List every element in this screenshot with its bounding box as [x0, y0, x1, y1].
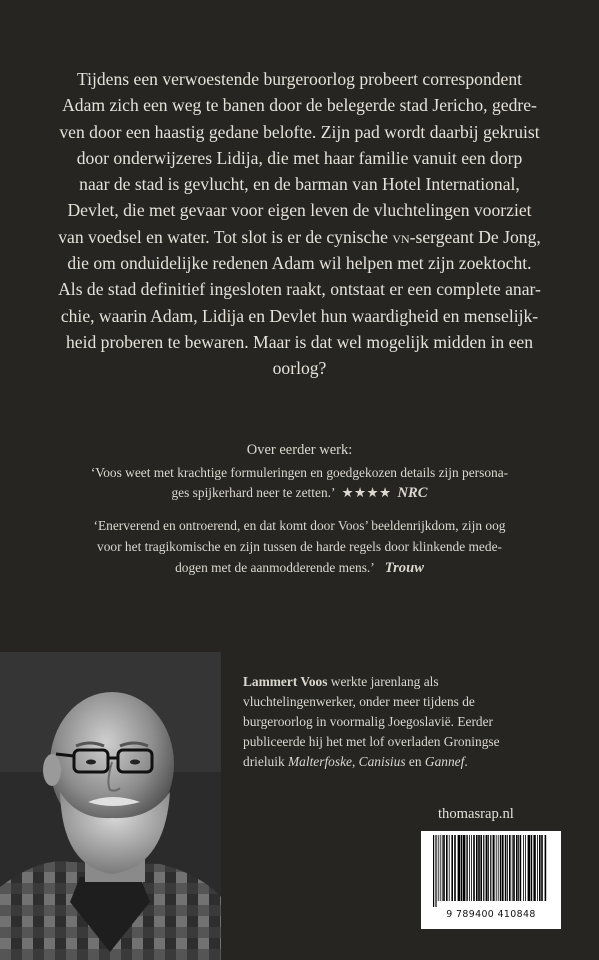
barcode-bar [442, 835, 443, 901]
barcode-bar [463, 835, 465, 901]
reviews-heading: Over eerder werk: [246, 442, 353, 458]
review-text: dogen met de aanmodderende mens.’ [175, 560, 375, 575]
blurb-line: Tijdens een verwoestende burgeroorlog probeert correspondent [76, 69, 523, 89]
review-quote [40, 515, 559, 579]
blurb-line: ven door een haastig gedane belofte. Zijn pad wordt daarbij gekruist [59, 121, 540, 142]
barcode-bar [471, 835, 472, 901]
barcode-bar [507, 835, 508, 901]
review-line [40, 483, 559, 503]
barcode-bar [483, 835, 484, 901]
review-line: ‘Voos weet met krachtige formuleringen en goedgekozen details zijn persona- [90, 465, 509, 480]
barcode-bar [486, 835, 488, 901]
blurb-line: oorlog? [272, 358, 327, 379]
bio-text: , [351, 754, 359, 769]
blurb-line: heid proberen te bewaren. Maar is dat wel mogelijk midden in een [65, 331, 534, 352]
barcode-bar [443, 835, 445, 901]
barcode-bar [469, 835, 470, 901]
barcode-bar [473, 835, 475, 901]
barcode-bar [438, 835, 439, 901]
bio-text: werkte jarenlang als [327, 674, 439, 689]
star-rating: ★★★★ [341, 485, 392, 500]
barcode-bar [493, 835, 495, 901]
blurb-line: naar de stad is gevlucht, en de barman van Hotel International, [79, 174, 520, 195]
isbn-barcode [421, 831, 561, 929]
barcode-bar [492, 835, 493, 901]
author-photo [0, 652, 221, 960]
barcode-bar [440, 835, 441, 901]
bio-line: vluchtelingenwerker, onder meer tijdens de [243, 694, 475, 709]
barcode-bar [496, 835, 497, 901]
barcode-bar [537, 835, 538, 901]
blurb-line: Adam zich een weg te banen door de belegerde stad Jericho, gedre- [62, 95, 537, 116]
book-blurb [56, 66, 543, 382]
barcode-bar [513, 835, 515, 901]
bio-line [243, 752, 573, 772]
author-portrait-image [0, 652, 221, 960]
author-name: Lammert Voos [243, 674, 328, 689]
blurb-line: chie, waarin Adam, Lidija en Devlet hun waardigheid en menselijk- [60, 305, 539, 326]
blurb-line: door onderwijzeres Lidija, die met haar familie vanuit een dorp [76, 147, 523, 168]
isbn-number: 9 789400 410848 [446, 909, 536, 920]
barcode-bar [458, 835, 460, 901]
blurb-line: Devlet, die met gevaar voor eigen leven de vluchtelingen voorziet [67, 200, 532, 221]
barcode-bar [528, 835, 530, 901]
barcode-bar [500, 835, 502, 901]
review-line [40, 557, 559, 579]
barcode-bar [451, 835, 453, 901]
review-source: Trouw [384, 560, 424, 576]
bio-line: burgeroorlog in voormalig Joegoslavië. Eerder [243, 714, 494, 729]
bio-line: publiceerde hij het met lof overladen Groningse [243, 734, 500, 749]
review-line: ‘Enerverend en ontroerend, en dat komt door Voos’ beeldenrijkdom, zijn oog [93, 518, 506, 533]
barcode-bar [478, 835, 480, 901]
barcode-bar [446, 835, 448, 901]
barcode-bar [523, 835, 524, 901]
review-quote [40, 463, 559, 503]
book-title: Gannef [424, 754, 465, 769]
review-text: ges spijkerhard neer te zetten.’ [171, 485, 336, 500]
barcode-bar [480, 835, 482, 901]
barcode-bar [454, 835, 456, 901]
barcode-bar [466, 835, 467, 901]
barcode-bar [533, 835, 535, 901]
barcode-bar [502, 835, 504, 901]
barcode-bar [490, 835, 491, 901]
book-title: Malterfoske [288, 754, 352, 769]
barcode-bar [541, 835, 543, 901]
barcode-bar [539, 835, 541, 901]
review-source: NRC [397, 485, 428, 501]
barcode-bar [449, 835, 450, 901]
barcode-bar [485, 835, 486, 901]
blurb-text: -sergeant De Jong, [409, 226, 541, 247]
barcode-bar [518, 835, 519, 901]
barcode-bar [498, 835, 499, 901]
barcode-bar [488, 835, 489, 901]
blurb-smallcaps: vn [392, 226, 410, 247]
bio-text: en [405, 754, 425, 769]
book-title: Canisius [358, 754, 406, 769]
barcode-bar [433, 835, 434, 907]
blurb-line: Als de stad definitief ingesloten raakt, ontstaat er een complete anar- [58, 279, 541, 300]
author-bio [243, 672, 573, 772]
bio-text: drieluik [243, 754, 288, 769]
barcode-bar [467, 835, 468, 901]
barcode-bar [545, 835, 547, 901]
bio-text: . [464, 754, 468, 769]
barcode-bar [509, 835, 511, 901]
blurb-line: die om onduidelijke redenen Adam wil helpen met zijn zoektocht. [67, 253, 532, 274]
barcode-bar [525, 835, 526, 901]
barcode-bar [461, 835, 463, 901]
bio-line [243, 672, 573, 692]
blurb-text: van voedsel en water. Tot slot is er de cynische [58, 226, 393, 247]
barcode-bars [421, 831, 561, 911]
barcode-bar [435, 835, 436, 907]
barcode-bar [512, 835, 513, 901]
barcode-bar [505, 835, 507, 901]
publisher-website: thomasrap.nl [438, 806, 514, 822]
barcode-bar [516, 835, 518, 901]
barcode-bar [476, 835, 478, 901]
review-line: voor het tragikomische en zijn tussen de harde regels door klinkende mede- [97, 539, 502, 554]
blurb-line [56, 224, 543, 250]
barcode-bar [531, 835, 533, 901]
barcode-bar [520, 835, 522, 901]
